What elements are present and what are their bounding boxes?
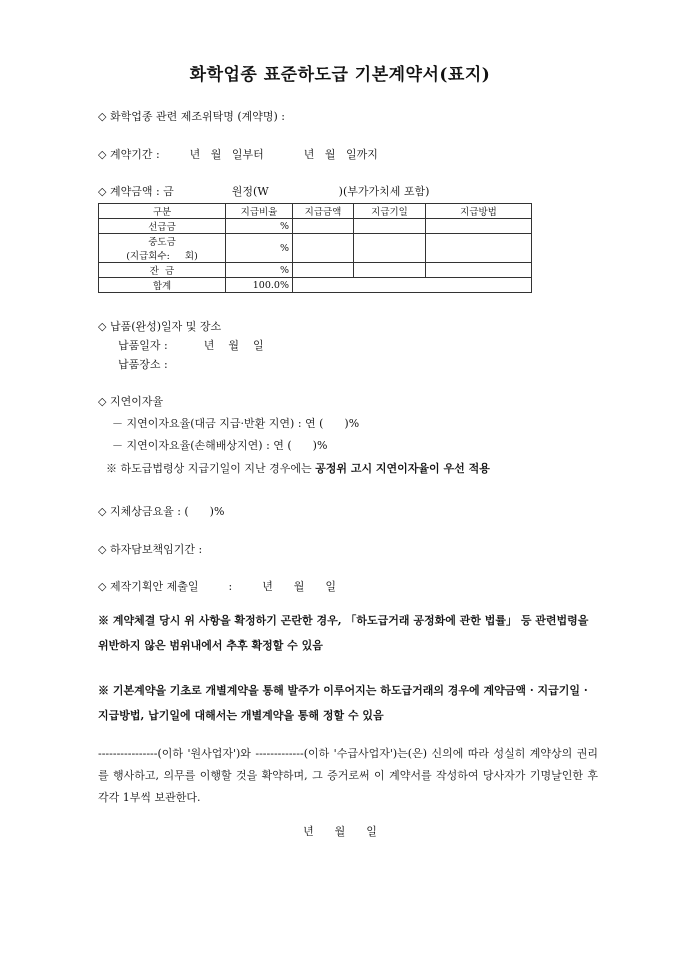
warranty-line: ◇ 하자담보책임기간 : [98,543,203,556]
amount-label: ◇ 계약금액 : 금 [98,185,174,198]
row-method [426,219,532,234]
row-amount [293,234,354,263]
header-category: 구분 [99,204,226,219]
note-2: ※ 기본계약을 기초로 개별계약을 통해 발주가 이루어지는 하도급거래의 경우에 계약금액 · 지급기일 · 지급방법, 납기일에 대해서는 개별계약을 통해 정할 수 있음 [98,684,588,722]
row-label [99,234,226,263]
row-label: 합계 [99,278,226,293]
period-from: 년 월 일부터 [189,148,264,161]
row-method [426,234,532,263]
plan-line [98,578,336,594]
row-amount [293,219,354,234]
header-amount: 지급금액 [293,204,354,219]
plan-label: ◇ 제작기획안 제출일 [98,580,199,593]
row-label: 선급금 [99,219,226,234]
plan-value: 년 월 일 [262,580,337,593]
period-to: 년 월 일까지 [303,148,378,161]
plan-colon: : [228,580,233,593]
amount-won: 원정(W [231,185,269,198]
page-title: 화학업종 표준하도급 기본계약서(표지) [189,65,491,85]
interest-label: ◇ 지연이자율 [98,395,164,408]
penalty-line: ◇ 지체상금요율 : ( )% [98,505,225,518]
row-date [354,234,426,263]
header-method: 지급방법 [426,204,532,219]
header-ratio: 지급비율 [226,204,293,219]
row-pct: % [226,219,293,234]
table-header-row [99,204,532,219]
header-date: 지급기일 [354,204,426,219]
row-label-main: 중도금 [148,237,176,248]
table-row [99,234,532,263]
row-pct: 100.0% [226,278,293,293]
closing-paragraph: ----------------(이하 '원사업자')와 -------------(이하 '수급사업자')는(은) 신의에 따라 성실히 계약상의 권리를 행사하고, 의무를 이행할 것을 확약하며, 그 증거로써 이 계약서를 작성하여 당사자가 기명날인한 후 각각 1부씩 보관한다. [98,747,598,804]
interest-note-plain: ※ 하도급법령상 지급기일이 지난 경우에는 [106,462,316,475]
interest-item-2: － 지연이자요율(손해배상지연) : 연 ( )% [112,439,328,452]
signing-date: 년 월 일 [303,825,377,838]
payment-table [98,203,532,293]
delivery-label: ◇ 납품(완성)일자 및 장소 [98,320,222,333]
amount-line [98,183,429,199]
interest-note-bold: 공정위 고시 지연이자율이 우선 적용 [315,462,490,475]
row-date [354,219,426,234]
delivery-place-line: 납품장소 : [118,358,168,371]
delivery-date-line [118,337,264,353]
contract-name-line: ◇ 화학업종 관련 제조위탁명 (계약명) : [98,110,285,123]
period-line [98,146,378,162]
table-row [99,278,532,293]
interest-item-1: － 지연이자요율(대금 지급·반환 지연) : 연 ( )% [112,417,360,430]
amount-vat: )(부가가치세 포함) [338,185,430,198]
table-row [99,263,532,278]
row-label: 잔 금 [99,263,226,278]
delivery-date-value: 년 월 일 [203,339,264,352]
note-1: ※ 계약체결 당시 위 사항을 확정하기 곤란한 경우, 「하도급거래 공정화에 관한 법률」 등 관련법령을 위반하지 않은 범위내에서 추후 확정할 수 있음 [98,614,589,652]
period-label: ◇ 계약기간 : [98,148,160,161]
row-pct: % [226,263,293,278]
interest-note [106,460,490,476]
delivery-date-label: 납품일자 : [118,339,168,352]
row-label-sub: (지급회수: 회) [126,251,198,262]
row-method [426,263,532,278]
row-amount [293,263,354,278]
table-row [99,219,532,234]
row-total-blank [293,278,532,293]
row-pct: % [226,234,293,263]
row-date [354,263,426,278]
